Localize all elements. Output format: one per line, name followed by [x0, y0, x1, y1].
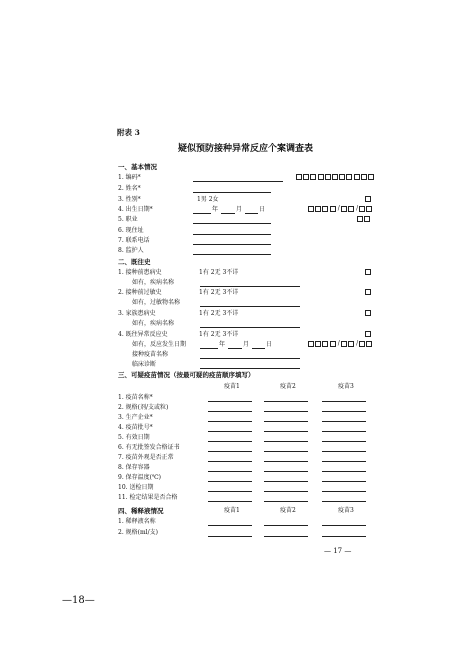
code-input-line[interactable] [193, 181, 283, 182]
section3-row-label: 8. 保存容器 [118, 464, 150, 471]
section3-vaccine3-input-line[interactable] [322, 431, 366, 432]
section3-row-label: 1. 疫苗名称* [118, 394, 153, 401]
history-box-1[interactable] [365, 269, 372, 276]
section3-vaccine3-input-line[interactable] [322, 421, 366, 422]
s3-vaccine-col-1: 疫苗1 [224, 383, 240, 390]
section3-heading: 三、可疑疫苗情况（按最可疑的疫苗顺序填写） [118, 371, 255, 379]
section4-vaccine2-input-line[interactable] [264, 525, 308, 526]
history-sub-1: 如有，疾病名称 [132, 279, 175, 286]
section3-vaccine1-input-line[interactable] [208, 441, 252, 442]
s3-vaccine-col-3: 疫苗3 [338, 383, 354, 390]
history-options-4: 1有 2无 3不详 [199, 331, 239, 338]
history-label-2: 2. 接种前过敏史 [118, 289, 162, 296]
section3-vaccine3-input-line[interactable] [322, 471, 366, 472]
section3-vaccine2-input-line[interactable] [264, 501, 308, 502]
section3-vaccine2-input-line[interactable] [264, 471, 308, 472]
section3-row-label: 5. 有效日期 [118, 434, 150, 441]
history-label-4: 4. 既往异常反应史 [118, 331, 168, 338]
reaction-date-boxes[interactable]: / / [308, 341, 374, 348]
field-label-birthdate: 4. 出生日期* [118, 206, 153, 213]
inner-page-number: — 17 — [324, 547, 352, 555]
history-label-1: 1. 接种前患病史 [118, 269, 162, 276]
section3-vaccine2-input-line[interactable] [264, 421, 308, 422]
history-box-4[interactable] [365, 331, 372, 338]
history-sub-line-1[interactable] [200, 286, 300, 287]
field-label-occupation: 5. 职业 [118, 216, 138, 223]
section3-vaccine2-input-line[interactable] [264, 441, 308, 442]
history-sub-line-2[interactable] [200, 306, 300, 307]
outer-page-number: —18— [62, 595, 95, 606]
section3-vaccine3-input-line[interactable] [322, 461, 366, 462]
section3-vaccine2-input-line[interactable] [264, 431, 308, 432]
section3-vaccine1-input-line[interactable] [208, 421, 252, 422]
field-label-code: 1. 编码* [118, 174, 141, 181]
birth-day-label: 日 [259, 206, 266, 213]
birth-year-line[interactable] [193, 213, 211, 214]
s4-vaccine-col-1: 疫苗1 [224, 507, 240, 514]
s3-vaccine-col-2: 疫苗2 [280, 383, 296, 390]
vaccine-name-line[interactable] [200, 358, 300, 359]
appendix-label: 附表 3 [117, 128, 140, 137]
occupation-boxes[interactable] [357, 216, 371, 223]
clinical-diagnosis-label: 临床诊断 [132, 361, 157, 368]
field-label-guardian: 8. 监护人 [118, 247, 144, 254]
section4-vaccine3-input-line[interactable] [322, 536, 366, 537]
reaction-month-line[interactable] [228, 348, 242, 349]
section3-row-label: 7. 疫苗外观是否正常 [118, 454, 174, 461]
history-sub-4: 如有，反应发生日期 [132, 341, 187, 348]
section3-vaccine3-input-line[interactable] [322, 501, 366, 502]
section3-vaccine3-input-line[interactable] [322, 491, 366, 492]
section1-heading: 一、基本情况 [118, 163, 157, 171]
birthdate-boxes[interactable]: / / [308, 206, 374, 213]
section3-vaccine3-input-line[interactable] [322, 411, 366, 412]
section3-row-label: 9. 保存温度(℃) [118, 474, 162, 481]
section4-vaccine1-input-line[interactable] [208, 525, 252, 526]
section3-row-label: 11. 检定结果是否合格 [118, 494, 178, 501]
section3-vaccine3-input-line[interactable] [322, 451, 366, 452]
clinical-diagnosis-line[interactable] [200, 368, 300, 369]
section3-vaccine1-input-line[interactable] [208, 491, 252, 492]
section4-row-label: 2. 规格(ml/支) [118, 529, 158, 536]
history-options-1: 1有 2无 3不详 [199, 269, 239, 276]
section3-vaccine1-input-line[interactable] [208, 461, 252, 462]
section3-row-label: 3. 生产企业* [118, 414, 153, 421]
vaccine-name-label: 接种疫苗名称 [132, 351, 169, 358]
section4-vaccine1-input-line[interactable] [208, 536, 252, 537]
section4-vaccine3-input-line[interactable] [322, 525, 366, 526]
phone-input-line[interactable] [193, 244, 271, 245]
section3-vaccine1-input-line[interactable] [208, 471, 252, 472]
section3-vaccine3-input-line[interactable] [322, 481, 366, 482]
section3-vaccine1-input-line[interactable] [208, 401, 252, 402]
section3-vaccine2-input-line[interactable] [264, 451, 308, 452]
field-label-name: 2. 姓名* [118, 185, 141, 192]
birth-day-line[interactable] [245, 213, 258, 214]
field-label-gender: 3. 性别* [118, 196, 141, 203]
section3-row-label: 2. 规格(剂/支或粒) [118, 404, 169, 411]
code-boxes[interactable] [296, 174, 375, 181]
section3-row-label: 4. 疫苗批号* [118, 424, 153, 431]
history-box-3[interactable] [365, 310, 372, 317]
reaction-day-line[interactable] [252, 348, 265, 349]
birth-month-line[interactable] [221, 213, 235, 214]
history-sub-line-3[interactable] [200, 327, 300, 328]
address-input-line[interactable] [193, 234, 271, 235]
field-label-address: 6. 现住址 [118, 227, 144, 234]
reaction-year-label: 年 [219, 341, 226, 348]
history-options-2: 1有 2无 3不详 [199, 289, 239, 296]
section4-row-label: 1. 稀释液名称 [118, 518, 156, 525]
occupation-input-line[interactable] [193, 223, 271, 224]
reaction-day-label: 日 [266, 341, 273, 348]
gender-options: 1男 2女 [197, 196, 219, 203]
section3-vaccine2-input-line[interactable] [264, 481, 308, 482]
section4-vaccine2-input-line[interactable] [264, 536, 308, 537]
name-input-line[interactable] [193, 192, 271, 193]
s4-vaccine-col-3: 疫苗3 [338, 507, 354, 514]
section3-vaccine3-input-line[interactable] [322, 441, 366, 442]
section3-row-label: 10. 送检日期 [118, 484, 154, 491]
reaction-year-line[interactable] [200, 348, 218, 349]
s4-vaccine-col-2: 疫苗2 [280, 507, 296, 514]
page-title: 疑似预防接种异常反应个案调查表 [178, 144, 314, 154]
section3-row-label: 6. 有无批签发合格证书 [118, 444, 180, 451]
gender-box[interactable] [365, 196, 372, 203]
history-sub-3: 如有，疾病名称 [132, 320, 175, 327]
section3-vaccine1-input-line[interactable] [208, 451, 252, 452]
section3-vaccine2-input-line[interactable] [264, 401, 308, 402]
section3-vaccine1-input-line[interactable] [208, 411, 252, 412]
section3-vaccine2-input-line[interactable] [264, 411, 308, 412]
reaction-month-label: 月 [243, 341, 250, 348]
section3-vaccine1-input-line[interactable] [208, 501, 252, 502]
section3-vaccine1-input-line[interactable] [208, 431, 252, 432]
history-box-2[interactable] [365, 289, 372, 296]
section3-vaccine2-input-line[interactable] [264, 491, 308, 492]
guardian-input-line[interactable] [193, 254, 271, 255]
birth-month-label: 月 [236, 206, 243, 213]
birth-year-label: 年 [212, 206, 219, 213]
field-label-phone: 7. 联系电话 [118, 237, 150, 244]
section2-heading: 二、既往史 [118, 258, 151, 266]
section3-vaccine1-input-line[interactable] [208, 481, 252, 482]
section3-vaccine2-input-line[interactable] [264, 461, 308, 462]
section4-heading: 四、稀释液情况 [118, 507, 164, 515]
section3-vaccine3-input-line[interactable] [322, 401, 366, 402]
history-options-3: 1有 2无 3不详 [199, 310, 239, 317]
history-label-3: 3. 家族患病史 [118, 310, 156, 317]
history-sub-2: 如有，过敏物名称 [132, 299, 181, 306]
